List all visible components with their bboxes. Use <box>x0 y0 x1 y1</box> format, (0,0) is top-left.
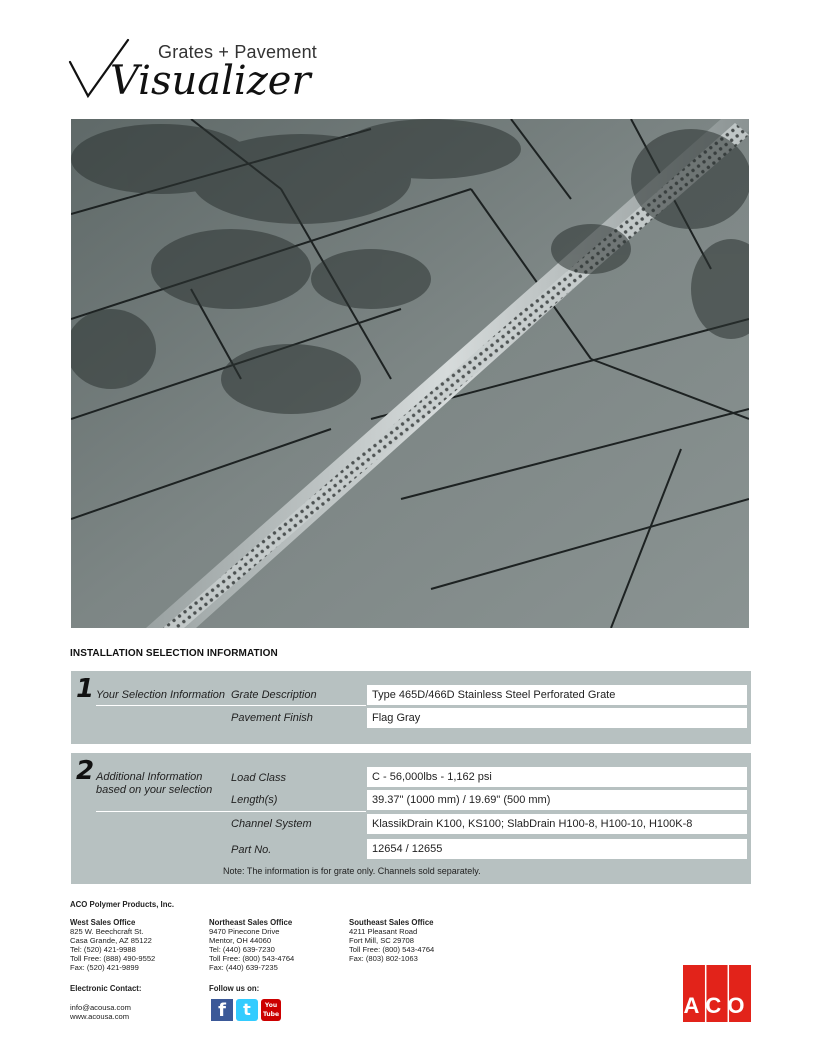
office-northeast-line: Mentor, OH 44060 <box>209 936 272 945</box>
additional-panel <box>71 753 751 884</box>
office-west-title: West Sales Office <box>70 918 136 927</box>
step-number-1: 1 <box>76 674 95 704</box>
website-link[interactable]: www.acousa.com <box>70 1012 130 1021</box>
value-channel-system: KlassikDrain K100, KS100; SlabDrain H100-8, H100-10, H100K-8 <box>367 814 747 834</box>
twitter-icon[interactable]: t <box>236 999 258 1021</box>
row-label-load-class: Load Class <box>231 772 287 784</box>
row-label-length: Length(s) <box>231 794 278 806</box>
office-west-line: Fax: (520) 421-9899 <box>70 963 139 972</box>
office-southeast-line: Toll Free: (800) 543-4764 <box>349 945 435 954</box>
office-northeast-line: Fax: (440) 639-7235 <box>209 963 278 972</box>
logo-wordmark: Visualizer <box>110 58 311 104</box>
additional-divider <box>96 811 366 812</box>
office-southeast-title: Southeast Sales Office <box>349 918 434 927</box>
value-length: 39.37" (1000 mm) / 19.69" (500 mm) <box>367 790 747 810</box>
selection-panel <box>71 671 751 744</box>
value-grate-description: Type 465D/466D Stainless Steel Perforated Grate <box>367 685 747 705</box>
follow-us-title: Follow us on: <box>209 984 260 993</box>
office-southeast-line: Fax: (803) 802-1063 <box>349 954 418 963</box>
row-label-finish: Pavement Finish <box>231 712 313 724</box>
office-west <box>70 918 155 972</box>
additional-label-line1: Additional Information <box>96 771 203 783</box>
additional-label-line2: based on your selection <box>96 784 213 796</box>
youtube-icon[interactable]: You Tube <box>261 999 281 1021</box>
office-west-line: Tel: (520) 421-9988 <box>70 945 136 954</box>
section-heading: INSTALLATION SELECTION INFORMATION <box>70 648 278 659</box>
aco-logo <box>683 965 751 1022</box>
brand-subtitle: Grates + Pavement <box>158 42 317 62</box>
office-northeast <box>209 918 294 972</box>
office-southeast-line: 4211 Pleasant Road <box>349 927 418 936</box>
row-label-part-no: Part No. <box>231 844 272 856</box>
aco-logo-text: ACO <box>683 993 751 1018</box>
selection-divider <box>96 705 366 706</box>
step-number-2: 2 <box>76 756 95 786</box>
office-northeast-line: 9470 Pinecone Drive <box>209 927 280 936</box>
electronic-contact-title: Electronic Contact: <box>70 984 142 993</box>
office-northeast-title: Northeast Sales Office <box>209 918 293 927</box>
row-label-grate: Grate Description <box>231 689 317 701</box>
email-link[interactable]: info@acousa.com <box>70 1003 131 1012</box>
office-west-line: Toll Free: (888) 490-9552 <box>70 954 156 963</box>
company-name: ACO Polymer Products, Inc. <box>70 900 174 909</box>
value-load-class: C - 56,000lbs - 1,162 psi <box>367 767 747 787</box>
facebook-icon[interactable]: f <box>211 999 233 1021</box>
row-label-channel-system: Channel System <box>231 818 312 830</box>
office-west-line: 825 W. Beechcraft St. <box>70 927 144 936</box>
value-part-no: 12654 / 12655 <box>367 839 747 859</box>
office-northeast-line: Tel: (440) 639-7230 <box>209 945 275 954</box>
office-northeast-line: Toll Free: (800) 543-4764 <box>209 954 295 963</box>
value-pavement-finish: Flag Gray <box>367 708 747 728</box>
office-southeast-line: Fort Mill, SC 29708 <box>349 936 414 945</box>
grate-note: Note: The information is for grate only. Channels sold separately. <box>223 866 481 876</box>
office-southeast <box>349 918 434 963</box>
office-west-line: Casa Grande, AZ 85122 <box>70 936 152 945</box>
hero-photo <box>71 119 749 628</box>
selection-label: Your Selection Information <box>96 689 226 701</box>
